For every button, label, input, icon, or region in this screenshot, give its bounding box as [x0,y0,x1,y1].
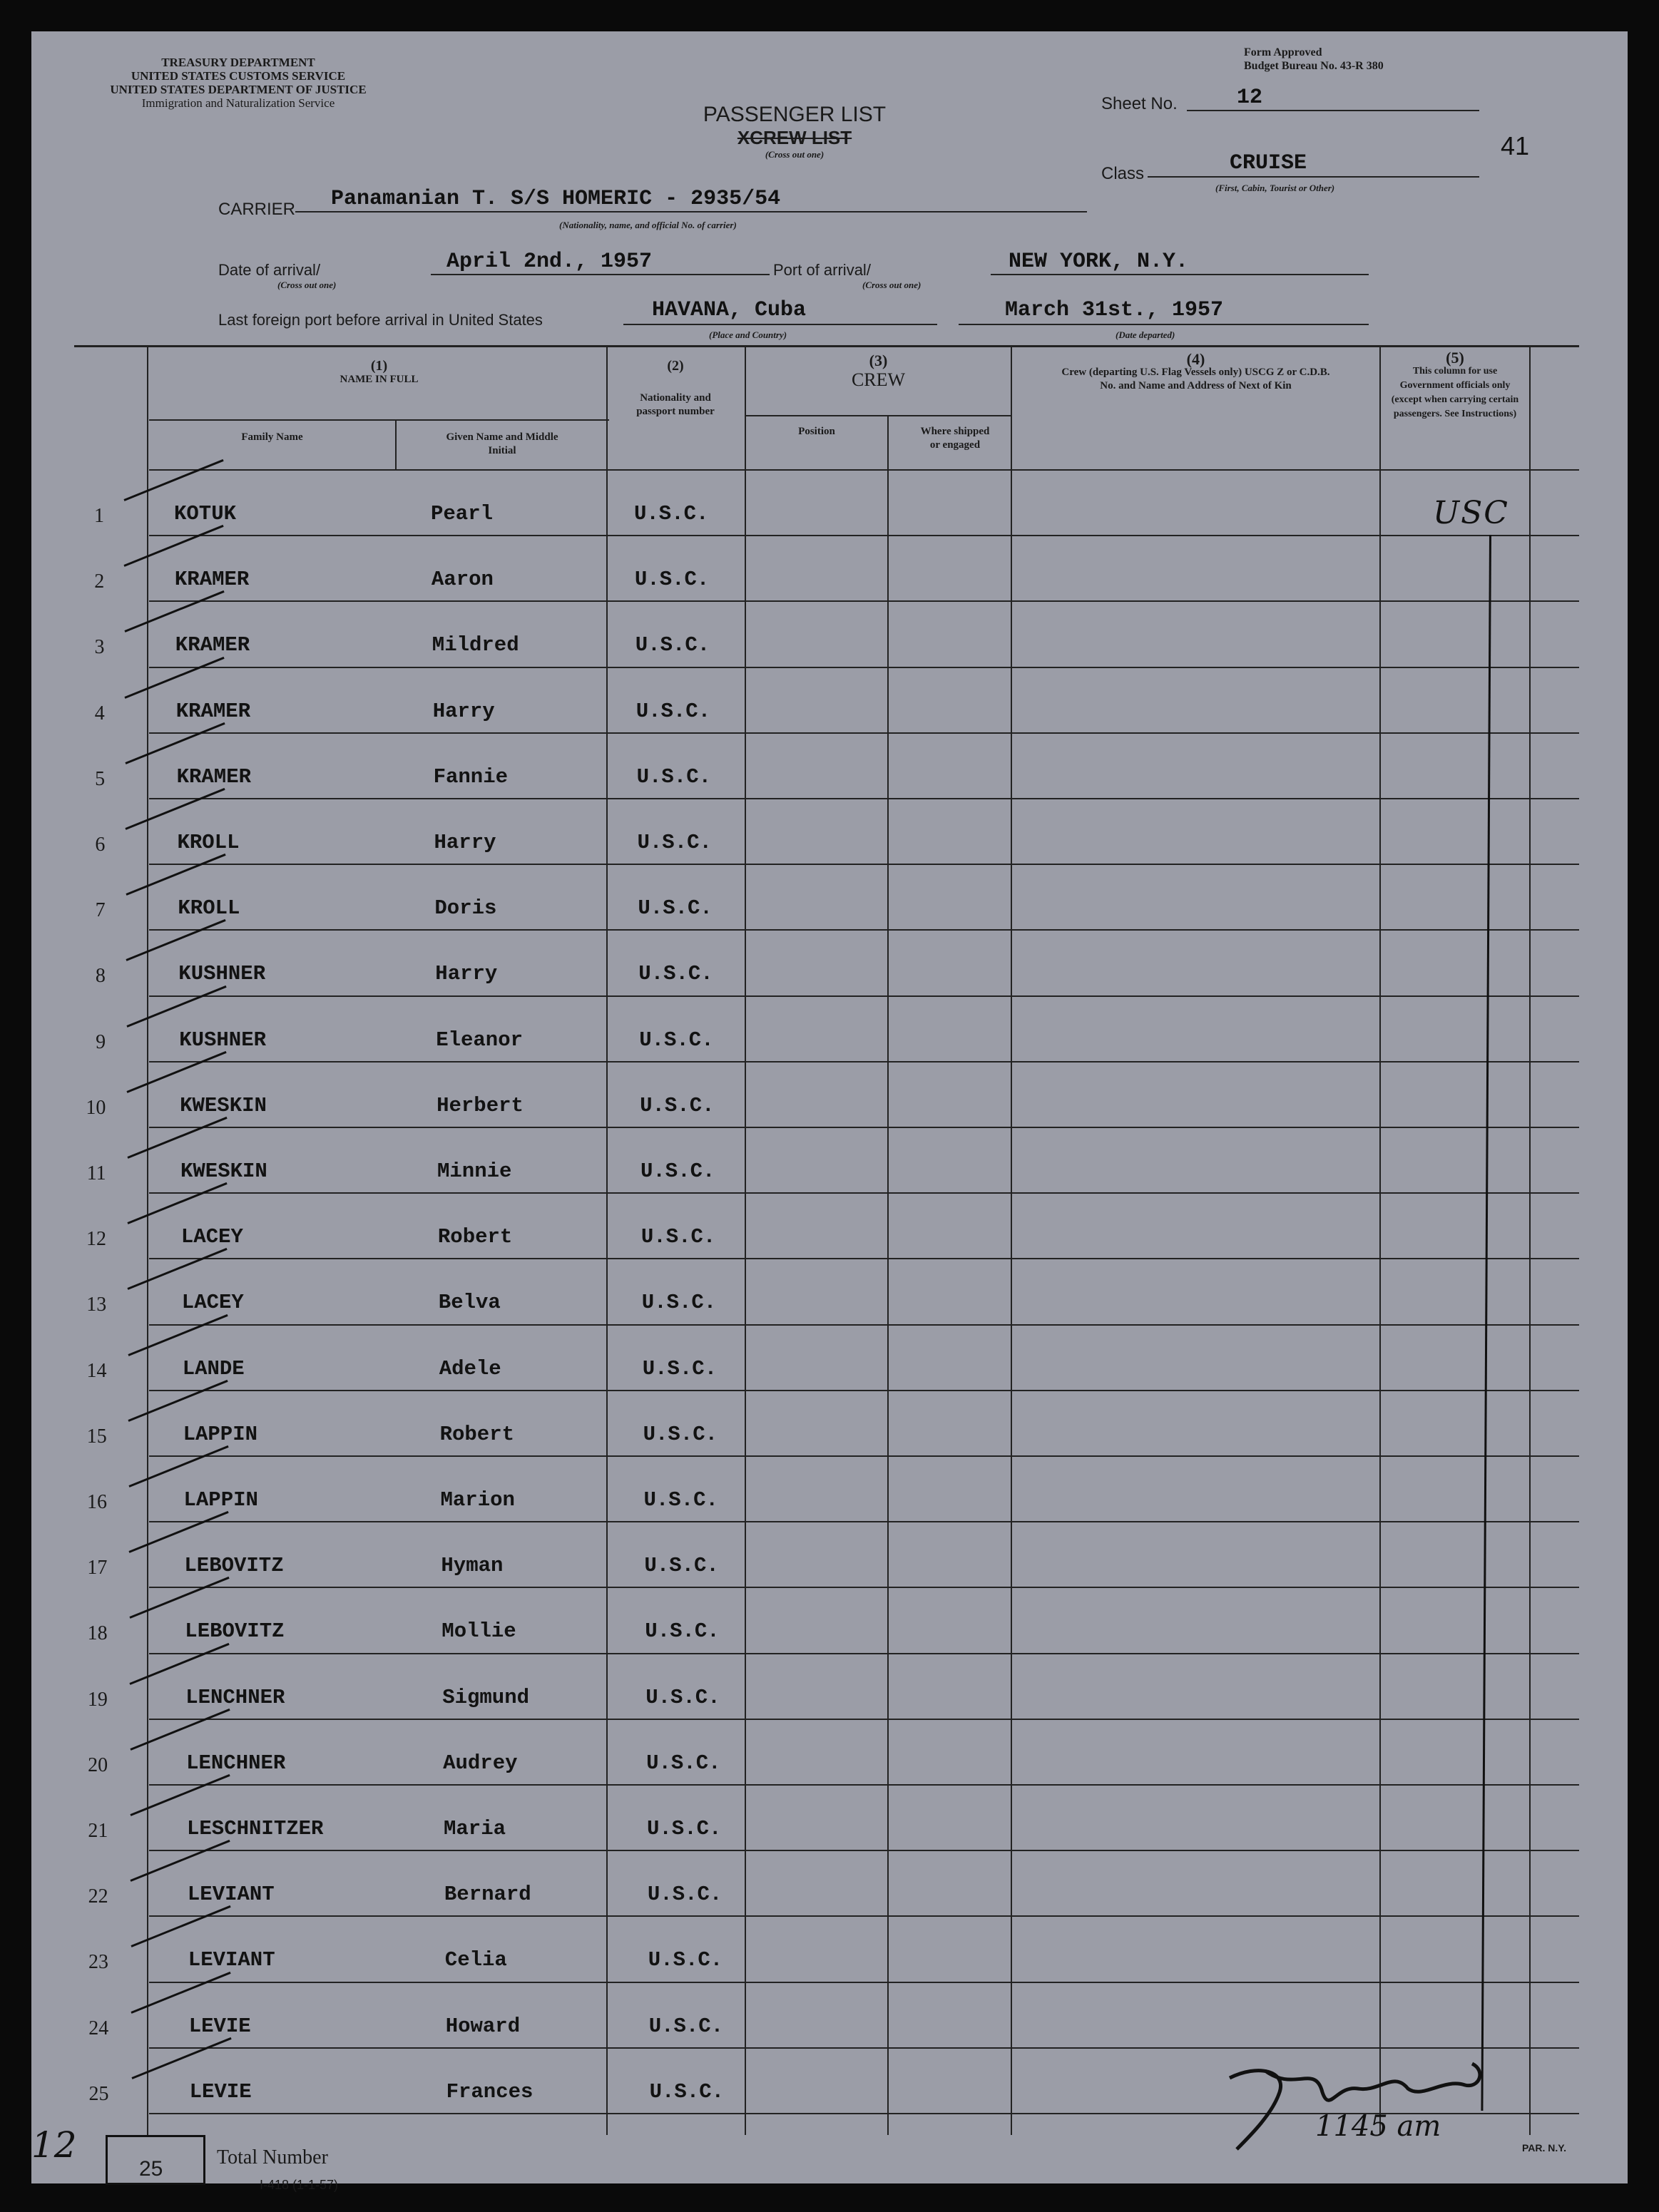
row-number: 20 [88,1753,108,1776]
given-name-cell: Robert [439,1422,515,1446]
check-mark [128,1380,228,1422]
agency-line: Immigration and Naturalization Service [141,96,335,110]
row-rule [149,1390,1579,1391]
row-rule [149,798,1579,799]
row-rule [149,1192,1579,1194]
row-number: 5 [95,767,106,790]
family-name-cell: LACEY [181,1291,244,1315]
col5-rule [1379,345,1381,2135]
total-number-box [106,2135,205,2185]
row-rule [149,1061,1579,1063]
col3-title: CREW [851,369,906,390]
row-rule [149,1521,1579,1522]
check-mark [126,788,225,830]
row-number: 13 [86,1294,107,1316]
check-mark [126,1051,226,1093]
row-rule [149,1719,1579,1720]
given-name-cell: Harry [434,831,496,854]
arrival-port-label: Port of arrival/ [773,261,871,279]
nationality-cell: U.S.C. [645,1685,720,1709]
arrival-date-label: Date of arrival/ [218,261,321,279]
row-rule [149,1324,1579,1326]
given-name-cell: Fannie [433,764,509,789]
row-number: 2 [94,570,105,593]
check-mark [125,657,225,699]
given-name-cell: Doris [434,896,497,921]
printer-mark: PAR. N.Y. [1522,2142,1566,2154]
row-number: 15 [86,1425,107,1448]
class-caption: (First, Cabin, Tourist or Other) [1215,183,1335,193]
nationality-cell: U.S.C. [640,1159,715,1183]
check-mark [130,1709,230,1751]
nationality-cell: U.S.C. [642,1356,718,1381]
family-name-cell: KRAMER [175,633,250,657]
given-name-header: Given Name and Middle Initial [446,431,558,456]
row-rule [149,864,1579,865]
row-rule [149,1587,1579,1588]
col1-header [149,359,609,386]
given-name-cell: Marion [440,1488,515,1512]
carrier-label: CARRIER [218,200,296,219]
row-rule [149,1653,1579,1654]
last-port-underline [623,324,937,325]
given-name-cell: Aaron [431,568,494,592]
check-mark [124,525,224,567]
crew-subheader-rule [745,415,1012,416]
family-name-cell: LESCHNITZER [187,1817,324,1840]
col3-number: (3) [869,352,888,369]
name-divider-rule [395,419,397,469]
nationality-cell: U.S.C. [644,1554,719,1578]
header-bottom-rule [149,469,1579,471]
given-name-cell: Mollie [441,1619,516,1644]
table-top-rule [74,345,1579,347]
nationality-cell: U.S.C. [635,633,710,657]
nationality-cell: U.S.C. [636,764,712,789]
form-number: I-418 (1-1-57) [260,2178,339,2192]
last-port-label: Last foreign port before arrival in United States [218,311,543,329]
given-name-cell: Maria [444,1817,506,1840]
form-approved [1244,46,1458,73]
nationality-cell: U.S.C. [639,1028,714,1052]
nationality-cell: U.S.C. [643,1422,718,1446]
position-header: Position [798,426,835,437]
col2-title: Nationality and passport number [636,392,715,417]
given-name-cell: Robert [437,1225,513,1249]
col4-title: Crew (departing U.S. Flag Vessels only) USCG Z or C.D.B. No. and Name and Address of Next of Kin [1061,367,1330,391]
col4-number: (4) [1186,350,1205,368]
row-number: 7 [95,899,106,922]
col4-rule [1011,345,1012,2135]
family-name-cell: LAPPIN [183,1488,258,1512]
agency-line: UNITED STATES DEPARTMENT OF JUSTICE [110,83,367,96]
row-rule [149,995,1579,997]
check-mark [127,1182,227,1224]
given-name-cell: Pearl [431,502,494,526]
arrival-date-value: April 2nd., 1957 [446,250,653,274]
row-number: 8 [95,965,106,988]
row-number: 4 [94,702,105,724]
row-rule [149,1982,1579,1983]
crew-divider-rule [887,415,889,2135]
agency-header [74,56,402,110]
row-number: 23 [88,1951,108,1974]
nationality-cell: U.S.C. [635,699,711,723]
given-name-cell: Adele [439,1356,501,1381]
arrival-port-caption: (Cross out one) [862,280,922,290]
row-rule [149,535,1579,536]
family-name-cell: LAPPIN [183,1422,258,1446]
given-name-cell: Bernard [444,1883,531,1907]
nationality-cell: U.S.C. [641,1291,717,1315]
usc-mark: USC [1433,495,1509,531]
row-number: 11 [86,1162,106,1184]
row-number: 25 [88,2082,109,2105]
given-name-cell: Herbert [437,1093,524,1117]
check-mark [130,1643,230,1685]
agency-line: UNITED STATES CUSTOMS SERVICE [131,69,346,83]
family-name-cell: KRAMER [176,764,252,789]
check-mark [130,1774,230,1816]
nationality-cell: U.S.C. [634,568,710,592]
row-number: 14 [86,1359,107,1382]
budget-bureau: Budget Bureau No. 43-R 380 [1244,60,1384,72]
arrival-date-caption: (Cross out one) [277,280,337,290]
col2-number: (2) [667,358,684,374]
col5-header [1381,351,1529,421]
total-number-value: 25 [139,2157,163,2181]
family-name-header: Family Name [241,431,303,443]
margin-mark: 12 [31,2124,77,2166]
family-name-cell: LEVIANT [187,1883,275,1907]
family-name-cell: LEVIANT [188,1948,275,1972]
nationality-cell: U.S.C. [647,1883,723,1907]
row-rule [149,667,1579,668]
nationality-cell: U.S.C. [638,962,713,986]
arrival-port-underline [991,274,1369,275]
cross-out-caption: (Cross out one) [765,149,825,160]
carrier-value: Panamanian T. S/S HOMERIC - 2935/54 [331,187,781,211]
family-name-cell: LACEY [180,1225,243,1249]
sheet-underline [1187,110,1479,111]
check-mark [123,459,223,501]
title-passenger-list: PASSENGER LIST [703,103,887,126]
passenger-list-form [31,31,1628,2192]
class-underline [1148,176,1479,178]
row-number: 22 [88,1885,108,1908]
row-rule [149,2047,1579,2049]
nationality-cell: U.S.C. [638,896,713,921]
check-mark [131,1840,230,1882]
date-departed-value: March 31st., 1957 [1005,298,1224,322]
carrier-caption: (Nationality, name, and official No. of carrier) [559,220,737,230]
check-mark [125,722,225,764]
col4-header [1012,352,1379,393]
family-name-cell: KROLL [178,896,240,921]
row-number: 21 [88,1820,108,1842]
arrival-port-value: NEW YORK, N.Y. [1009,250,1189,274]
row-rule [149,1258,1579,1259]
usc-continuation-line [1481,535,1491,2111]
nationality-cell: U.S.C. [640,1225,716,1249]
check-mark [124,590,224,633]
last-port-caption: (Place and Country) [709,329,787,340]
row-number: 12 [86,1228,106,1251]
signature-time: 1145 am [1315,2110,1441,2143]
given-name-cell: Sigmund [442,1685,530,1709]
given-name-cell: Audrey [443,1751,518,1775]
family-name-cell: LENCHNER [186,1751,286,1775]
where-shipped-header: Where shipped or engaged [920,426,990,451]
check-mark [128,1445,228,1488]
check-mark [128,1248,228,1290]
nationality-cell: U.S.C. [645,1619,720,1644]
check-mark [129,1511,229,1553]
class-label: Class [1101,164,1145,183]
family-name-cell: KWESKIN [180,1093,267,1117]
check-mark [128,1314,228,1356]
nationality-cell: U.S.C. [649,2079,725,2104]
table-left-rule [147,345,148,2135]
check-mark [131,1905,230,1947]
form-approved-label: Form Approved [1244,46,1322,58]
row-number: 3 [94,636,105,659]
check-mark [127,1117,227,1159]
family-name-cell: KWESKIN [180,1159,267,1183]
row-rule [149,732,1579,734]
family-name-cell: KRAMER [174,568,250,592]
nationality-cell: U.S.C. [640,1093,715,1117]
row-number: 16 [87,1491,108,1513]
row-rule [149,600,1579,602]
table-right-rule [1529,345,1531,2135]
title-crew-list: XCREW LIST [737,127,852,148]
row-number: 24 [88,2017,109,2039]
family-name-cell: KRAMER [175,699,251,723]
check-mark [126,919,226,961]
row-number: 10 [86,1096,106,1119]
col5-title: This column for use Government officials only (except when carrying certain passengers. See Instructions) [1391,366,1519,419]
given-name-cell: Harry [435,962,498,986]
nationality-cell: U.S.C. [648,2014,724,2038]
total-number-label: Total Number [217,2146,328,2169]
row-number: 17 [87,1557,108,1579]
row-number: 1 [94,505,104,527]
col3-rule [745,345,746,2135]
family-name-cell: LEBOVITZ [184,1554,284,1578]
nationality-cell: U.S.C. [637,831,712,854]
check-mark [131,1972,231,2014]
row-rule [149,1915,1579,1917]
given-name-cell: Harry [432,699,495,723]
family-name-cell: LEBOVITZ [185,1619,285,1644]
nationality-cell: U.S.C. [643,1488,718,1512]
col2-header [608,359,743,419]
col5-number: (5) [1446,349,1464,367]
nationality-cell: U.S.C. [634,502,709,526]
family-name-cell: KUSHNER [178,962,266,986]
check-mark [129,1577,229,1619]
class-value: CRUISE [1230,151,1307,175]
row-number: 18 [87,1622,108,1645]
name-subheader-rule [149,419,609,421]
given-name-cell: Celia [444,1948,507,1972]
given-name-cell: Howard [445,2014,521,2038]
row-number: 6 [95,834,106,856]
given-name-cell: Minnie [437,1159,512,1183]
sheet-value: 12 [1237,86,1263,110]
family-name-cell: LANDE [182,1356,245,1381]
agency-line: TREASURY DEPARTMENT [161,56,315,69]
check-mark [126,854,225,896]
given-name-cell: Belva [438,1291,501,1315]
last-port-value: HAVANA, Cuba [652,298,807,322]
row-rule [149,1127,1579,1128]
family-name-cell: LEVIE [188,2014,251,2038]
row-number: 19 [87,1688,108,1711]
family-name-cell: KUSHNER [179,1028,267,1052]
given-name-cell: Mildred [432,633,519,657]
carrier-underline [295,211,1087,213]
family-name-cell: LENCHNER [185,1685,285,1709]
sheet-label: Sheet No. [1101,94,1178,113]
given-name-cell: Hyman [441,1554,504,1578]
row-rule [149,929,1579,931]
form-title [659,103,930,160]
nationality-cell: U.S.C. [647,1817,722,1840]
date-departed-caption: (Date departed) [1116,329,1175,340]
col2-rule [606,345,608,2135]
col1-number: (1) [370,358,388,374]
row-number: 9 [96,1030,106,1053]
row-rule [149,1850,1579,1851]
col1-title: NAME IN FULL [340,374,419,385]
given-name-cell: Frances [446,2079,534,2104]
date-departed-underline [959,324,1369,325]
given-name-cell: Eleanor [436,1028,524,1052]
check-mark [126,985,226,1028]
nationality-cell: U.S.C. [648,1948,723,1972]
family-name-cell: KROLL [177,831,240,854]
arrival-date-underline [431,274,770,275]
family-name-cell: KOTUK [174,502,237,526]
nationality-cell: U.S.C. [646,1751,721,1775]
row-rule [149,1455,1579,1457]
page-number: 41 [1501,131,1530,160]
family-name-cell: LEVIE [189,2079,252,2104]
row-rule [149,1784,1579,1786]
col3-header [746,352,1011,390]
